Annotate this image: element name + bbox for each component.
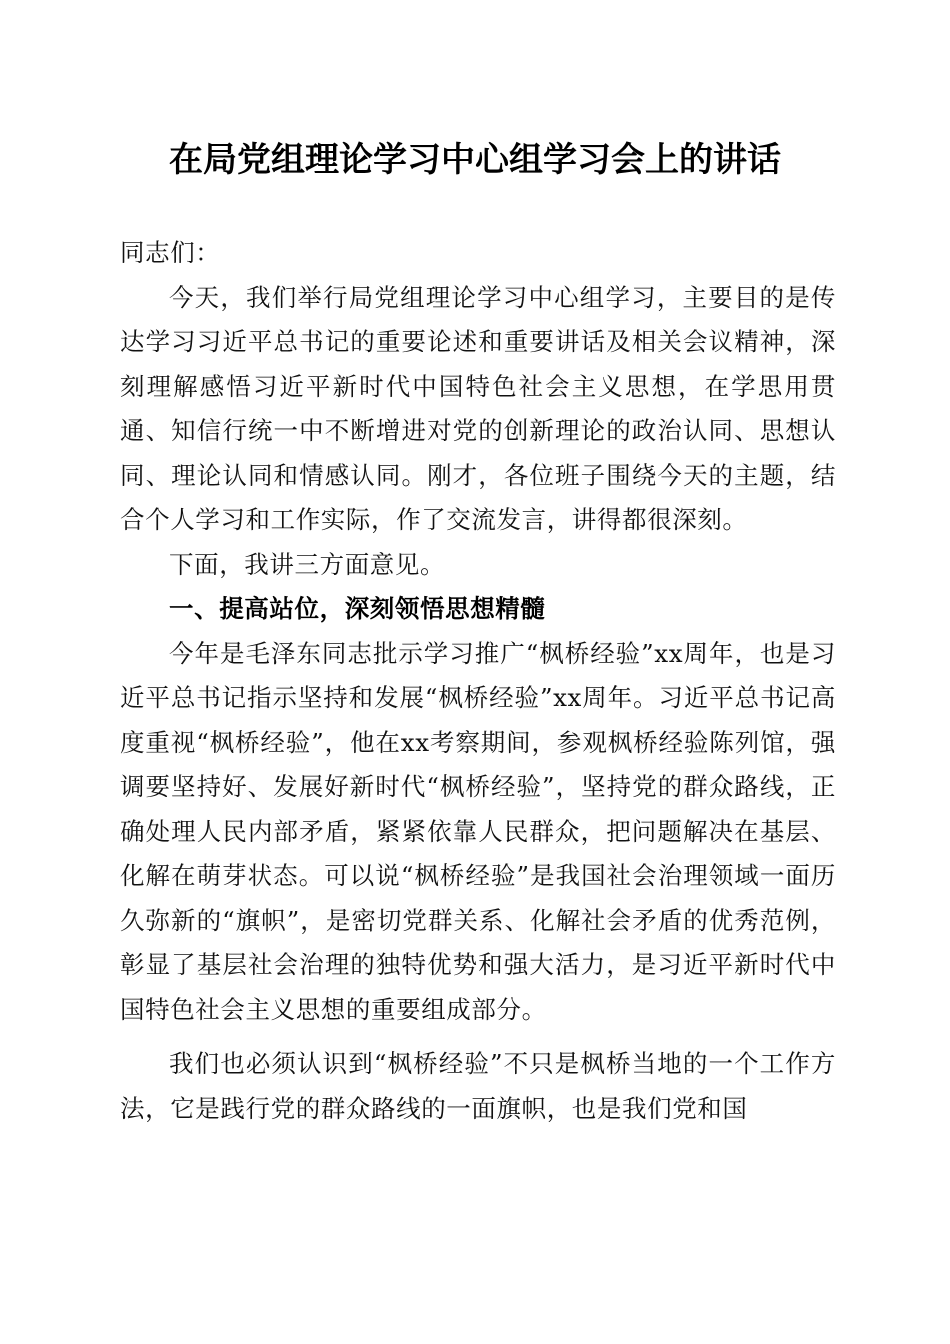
section-1-paragraph-1: 今年是毛泽东同志批示学习推广“枫桥经验”xx周年，也是习近平总书记指示坚持和发展“枫桥经验”xx周年。习近平总书记高度重视“枫桥经验”，他在xx考察期间，参观枫桥经验陈列馆，强调要坚持好、发展好新时代“枫桥经验”，坚持党的群众路线，正确处理人民内部矛盾，紧紧依靠人民群众，把问题解决在基层、化解在萌芽状态。可以说“枫桥经验”是我国社会治理领域一面历久弥新的“旗帜”，是密切党群关系、化解社会矛盾的优秀范例，彰显了基层社会治理的独特优势和强大活力，是习近平新时代中国特色社会主义思想的重要组成部分。 [120,638,836,1024]
document-title: 在局党组理论学习中心组学习会上的讲话 [169,140,781,180]
paragraph-outline: 下面，我讲三方面意见。 [169,549,446,579]
paragraph-intro: 今天，我们举行局党组理论学习中心组学习，主要目的是传达学习习近平总书记的重要论述和重要讲话及相关会议精神，深刻理解感悟习近平新时代中国特色社会主义思想，在学思用贯通、知信行统一中不断增进对党的创新理论的政治认同、思想认同、理论认同和情感认同。刚才，各位班子围绕今天的主题，结合个人学习和工作实际，作了交流发言，讲得都很深刻。 [120,282,836,534]
document-body [120,231,836,1131]
section-1-heading: 一、提高站位，深刻领悟思想精髓 [169,594,546,623]
section-1-paragraph-2: 我们也必须认识到“枫桥经验”不只是枫桥当地的一个工作方法，它是践行党的群众路线的一面旗帜，也是我们党和国 [120,1049,836,1123]
salutation: 同志们： [120,238,221,267]
